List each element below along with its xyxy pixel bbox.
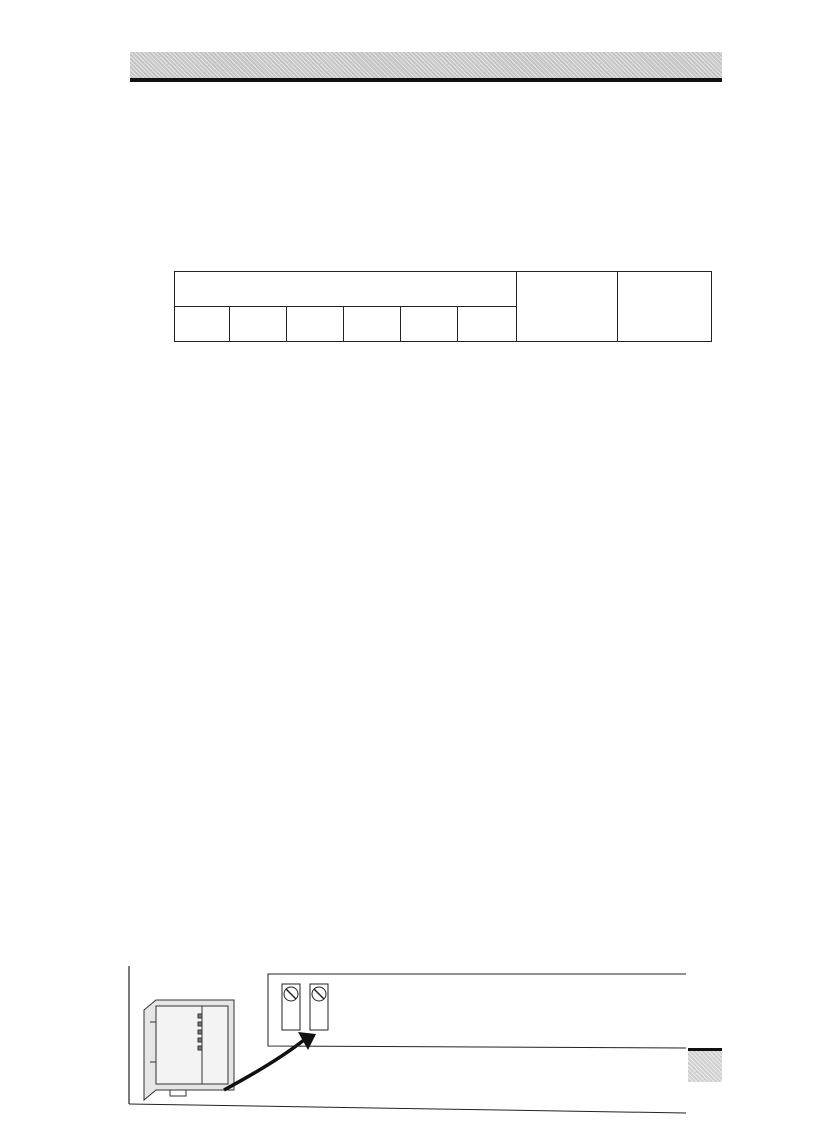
gain-pot-icon	[310, 984, 328, 1030]
switch-number	[230, 307, 287, 342]
dip-switch-illustration	[126, 962, 726, 1114]
expansion-module-figure	[126, 962, 726, 1114]
table-header-row	[175, 272, 712, 307]
header-rule	[130, 78, 722, 82]
page-header-bar	[130, 52, 722, 78]
switch-number	[344, 307, 401, 342]
offset-pot-icon	[282, 984, 300, 1030]
header-resolution	[618, 272, 712, 342]
header-voltage	[517, 272, 618, 342]
margin-decoration-bar	[688, 1048, 722, 1082]
dip-switch-config-table	[174, 271, 712, 342]
arrow-icon	[224, 1040, 304, 1090]
procedure-steps	[174, 100, 722, 103]
module-body-drawing	[144, 1000, 234, 1100]
switch-number	[287, 307, 344, 342]
switch-number	[401, 307, 458, 342]
header-config	[175, 272, 517, 307]
switch-number	[175, 307, 230, 342]
switch-number	[458, 307, 517, 342]
